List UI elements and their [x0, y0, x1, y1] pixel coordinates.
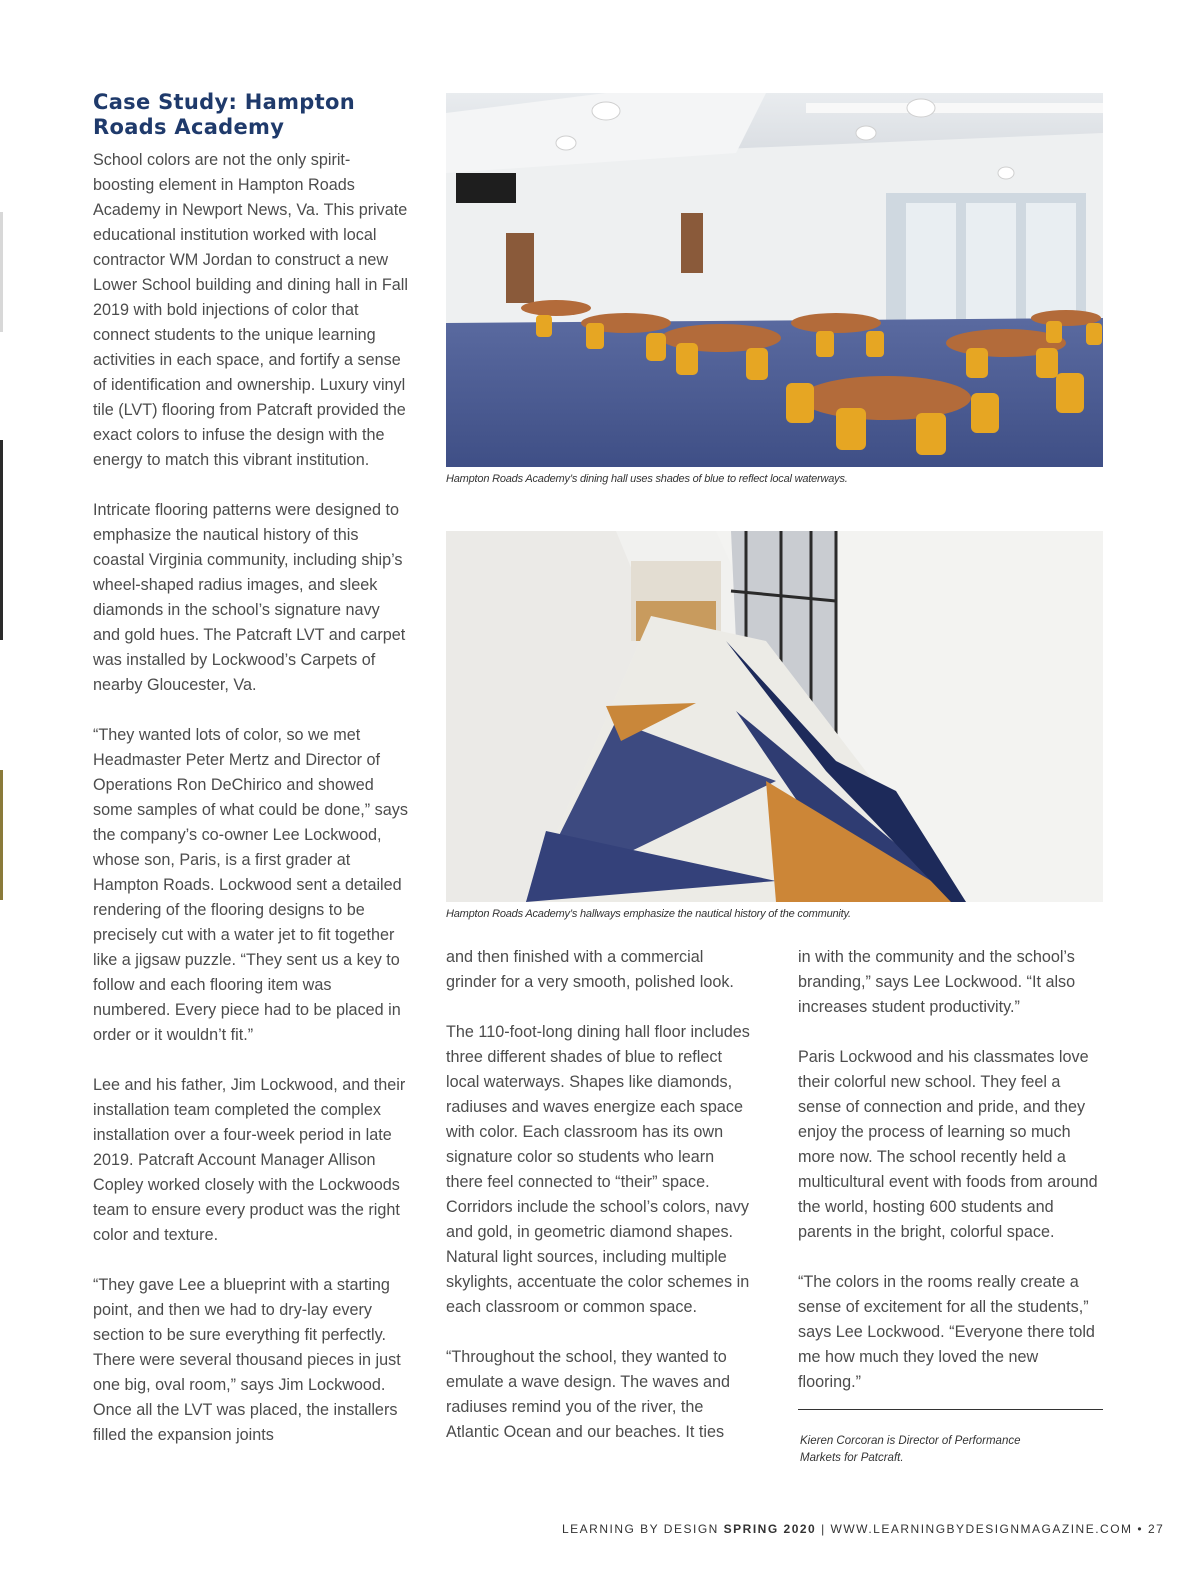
paragraph: in with the community and the school’s branding,” says Lee Lockwood. “It also increases student productivity.”	[798, 948, 1076, 1016]
article-column-3	[798, 945, 1103, 1395]
article-column-1	[93, 148, 408, 1448]
paragraph: Paris Lockwood and his classmates love their colorful new school. They feel a sense of connection and pride, and they enjoy the process of learning so much more now. The school recently held a multicultural event with foods from around the world, hosting 600 students and parents in the bright, colorful space.	[798, 1048, 1098, 1241]
article-heading: Case Study: Hampton Roads Academy	[93, 90, 355, 139]
photo-caption: Hampton Roads Academy’s dining hall uses shades of blue to reflect local waterways.	[446, 473, 848, 485]
paragraph: The 110-foot-long dining hall floor includes three different shades of blue to reflect local waterways. Shapes like diamonds, radiuses and waves energize each space with color. Each classroom has its own signature color so students who learn there feel connected to “their” space. Corridors include the school’s colors, navy and gold, in geometric diamond shapes. Natural light sources, including multiple skylights, accentuate the color schemes in each classroom or common space.	[446, 1023, 750, 1316]
footer-website: WWW.LEARNINGBYDESIGNMAGAZINE.COM	[830, 1522, 1133, 1536]
bio-divider	[798, 1409, 1103, 1410]
paragraph: “Throughout the school, they wanted to emulate a wave design. The waves and radiuses remind you of the river, the Atlantic Ocean and our beaches. It ties	[446, 1348, 731, 1441]
photo-caption: Hampton Roads Academy’s hallways emphasize the nautical history of the community.	[446, 908, 851, 920]
paragraph: and then finished with a commercial grinder for a very smooth, polished look.	[446, 948, 734, 991]
dining-hall-photo	[446, 93, 1103, 467]
page-edge-mark	[0, 770, 3, 900]
footer-bullet: •	[1137, 1522, 1144, 1536]
footer-separator: |	[821, 1522, 826, 1536]
page-number: 27	[1147, 1522, 1165, 1536]
paragraph: “The colors in the rooms really create a sense of excitement for all the students,” says Lee Lockwood. “Everyone there told me how much they loved the new flooring.”	[798, 1273, 1095, 1391]
page-edge-mark	[0, 440, 3, 640]
page-edge-mark	[0, 212, 3, 332]
paragraph: “They wanted lots of color, so we met Headmaster Peter Mertz and Director of Operations Ron DeChirico and showed some samples of what could be done,” says the company’s co-owner Lee Lockwood, whose son, Paris, is a first grader at Hampton Roads. Lockwood sent a detailed rendering of the flooring designs to be precisely cut with a water jet to fit together like a jigsaw puzzle. “They sent us a key to follow and each flooring item was numbered. Every piece had to be placed in order or it wouldn’t fit.”	[93, 726, 408, 1044]
paragraph: School colors are not the only spirit-boosting element in Hampton Roads Academy in Newport News, Va. This private educational institution worked with local contractor WM Jordan to construct a new Lower School building and dining hall in Fall 2019 with bold injections of color that connect students to the unique learning activities in each space, and fortify a sense of identification and ownership. Luxury vinyl tile (LVT) flooring from Patcraft provided the exact colors to infuse the design with the energy to match this vibrant institution.	[93, 151, 408, 469]
paragraph: Intricate flooring patterns were designed to emphasize the nautical history of this coastal Virginia community, including ship’s wheel-shaped radius images, and sleek diamonds in the school’s signature navy and gold hues. The Patcraft LVT and carpet was installed by Lockwood’s Carpets of nearby Gloucester, Va.	[93, 501, 406, 694]
footer-magazine-name: LEARNING BY DESIGN	[562, 1522, 719, 1536]
paragraph: “They gave Lee a blueprint with a starting point, and then we had to dry-lay every section to be sure everything fit perfectly. There were several thousand pieces in just one big, oval room,” says Jim Lockwood. Once all the LVT was placed, the installers filled the expansion joints	[93, 1276, 401, 1444]
footer-issue: SPRING 2020	[723, 1522, 817, 1536]
author-bio: Kieren Corcoran is Director of Performance Markets for Patcraft.	[800, 1435, 1021, 1464]
hallway-photo	[446, 531, 1103, 902]
page-footer	[562, 1522, 1165, 1536]
paragraph: Lee and his father, Jim Lockwood, and their installation team completed the complex installation over a four-week period in late 2019. Patcraft Account Manager Allison Copley worked closely with the Lockwoods team to ensure every product was the right color and texture.	[93, 1076, 406, 1244]
article-column-2	[446, 945, 751, 1445]
